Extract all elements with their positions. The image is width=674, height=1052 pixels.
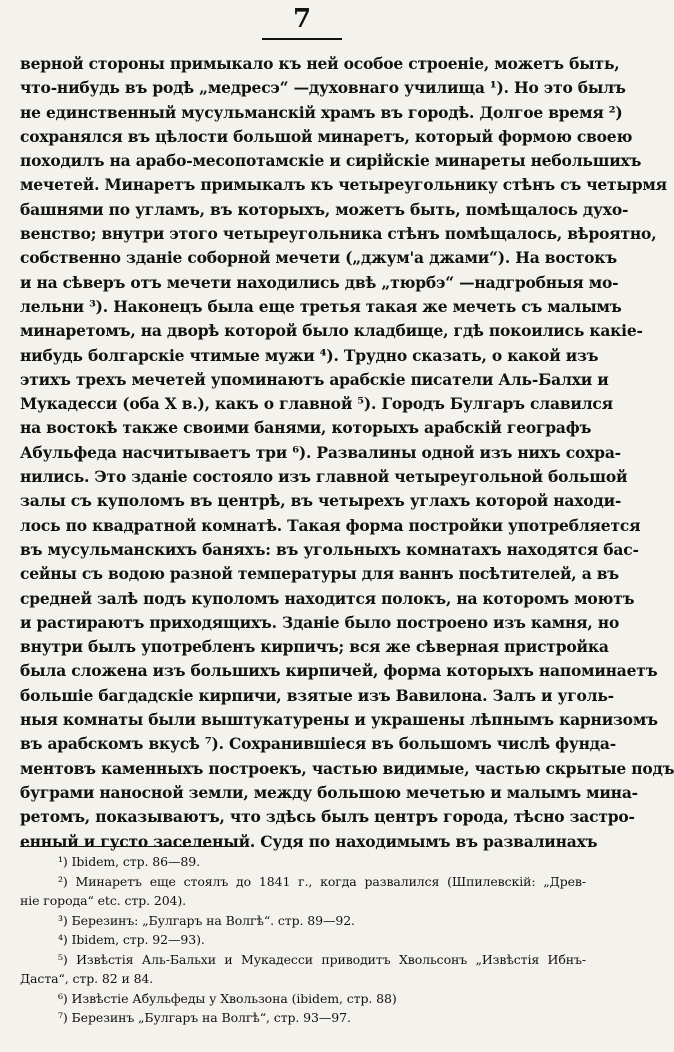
text-line: походилъ на арабо-месопотамскіе и сирійскіе минареты небольшихъ	[20, 151, 642, 171]
text-line: этихъ трехъ мечетей упоминаютъ арабскіе писатели Аль-Балхи и	[20, 369, 609, 389]
text-line: что-нибудь въ родѣ „медресэ“ —духовнаго училища ¹). Но это былъ	[20, 78, 626, 98]
text-line: на востокѣ также своими банями, которыхъ арабскій географъ	[20, 418, 592, 438]
text-line: и на сѣверъ отъ мечети находились двѣ „тюрбэ“ —надгробныя мо-	[20, 272, 619, 292]
text-line: въ арабскомъ вкусѣ ⁷). Сохранившіеся въ большомъ числѣ фунда-	[20, 734, 616, 754]
footnotes	[20, 852, 586, 1028]
text-line: ментовъ каменныхъ построекъ, частью видимые, частью скрытые подъ	[20, 758, 674, 778]
text-line: минаретомъ, на дворѣ которой было кладбище, гдѣ покоились какіе-	[20, 321, 643, 341]
page-number-rule	[262, 38, 342, 40]
footnote-line: ¹) Ibidem, стр. 86—89.	[58, 854, 200, 869]
text-line: ныя комнаты были выштукатурены и украшены лѣпнымъ карнизомъ	[20, 710, 658, 730]
text-line: сохранялся въ цѣлости большой минаретъ, который формою своею	[20, 126, 633, 146]
page-number: 7	[292, 4, 312, 34]
text-line: большіе багдадскіе кирпичи, взятые изъ Вавилона. Залъ и уголь-	[20, 685, 614, 705]
text-line: буграми наносной земли, между большою мечетью и малымъ мина-	[20, 782, 638, 802]
text-line: верной стороны примыкало къ ней особое строеніе, можетъ быть,	[20, 54, 620, 73]
text-line: собственно зданіе соборной мечети („джум'а джами“). На востокъ	[20, 248, 617, 268]
text-line: въ мусульманскихъ баняхъ: въ угольныхъ комнатахъ находятся бас-	[20, 539, 639, 559]
footnote-line: Даста“, стр. 82 и 84.	[20, 971, 154, 986]
text-line: не единственный мусульманскій храмъ въ городѣ. Долгое время ²)	[20, 102, 623, 122]
text-line: венство; внутри этого четыреугольника стѣнъ помѣщалось, вѣроятно,	[20, 224, 657, 244]
text-line: средней залѣ подъ куполомъ находится полокъ, на которомъ моютъ	[20, 588, 635, 608]
footnote-rule	[20, 846, 242, 847]
text-line: нились. Это зданіе состояло изъ главной четыреугольной большой	[20, 467, 628, 487]
text-line: ретомъ, показываютъ, что здѣсь былъ центръ города, тѣсно застро-	[20, 807, 635, 827]
footnote-line: ³) Березинъ: „Булгаръ на Волгѣ“. стр. 89—92.	[58, 912, 355, 928]
text-line: внутри былъ употребленъ кирпичъ; вся же сѣверная пристройка	[20, 637, 609, 657]
text-line: залы съ куполомъ въ центрѣ, въ четырехъ углахъ которой находи-	[20, 491, 622, 511]
footnote-line: ²) Минаретъ еще стоялъ до 1841 г., когда развалился (Шпилевскій: „Древ-	[58, 873, 586, 889]
text-line: мечетей. Минаретъ примыкалъ къ четыреугольнику стѣнъ съ четырмя	[20, 175, 667, 195]
text-line: сейны съ водою разной температуры для ваннъ посѣтителей, а въ	[20, 564, 619, 584]
text-line: была сложена изъ большихъ кирпичей, форма которыхъ напоминаетъ	[20, 661, 658, 681]
text-line: Мукадесси (оба X в.), какъ о главной ⁵). Городъ Булгаръ славился	[20, 394, 613, 414]
text-line: енный и густо заселеный. Судя по находимымъ въ развалинахъ	[20, 831, 598, 851]
footnote-line: ⁶) Извѣстіе Абульфеды у Хвользона (ibidem, стр. 88)	[58, 990, 397, 1006]
text-line: и растираютъ приходящихъ. Зданіе было построено изъ камня, но	[20, 612, 620, 632]
body-text	[20, 52, 674, 854]
footnote-line: ⁷) Березинъ „Булгаръ на Волгѣ“, стр. 93—97.	[58, 1010, 351, 1025]
text-line: нибудь болгарскіе чтимые мужи ⁴). Трудно сказать, о какой изъ	[20, 345, 599, 365]
footnote-line: ніе города“ etc. стр. 204).	[20, 893, 187, 908]
footnote-line: ⁵) Извѣстія Аль-Бальхи и Мукадесси приводитъ Хвольсонъ „Извѣстія Ибнъ-	[58, 951, 586, 967]
text-line: лельни ³). Наконецъ была еще третья такая же мечеть съ малымъ	[20, 296, 622, 316]
text-line: Абульфеда насчитываетъ три ⁶). Развалины одной изъ нихъ сохра-	[20, 442, 621, 462]
footnote-line: ⁴) Ibidem, стр. 92—93).	[58, 932, 205, 947]
text-line: башнями по угламъ, въ которыхъ, можетъ быть, помѣщалось духо-	[20, 199, 629, 219]
text-line: лось по квадратной комнатѣ. Такая форма постройки употребляется	[20, 515, 641, 535]
